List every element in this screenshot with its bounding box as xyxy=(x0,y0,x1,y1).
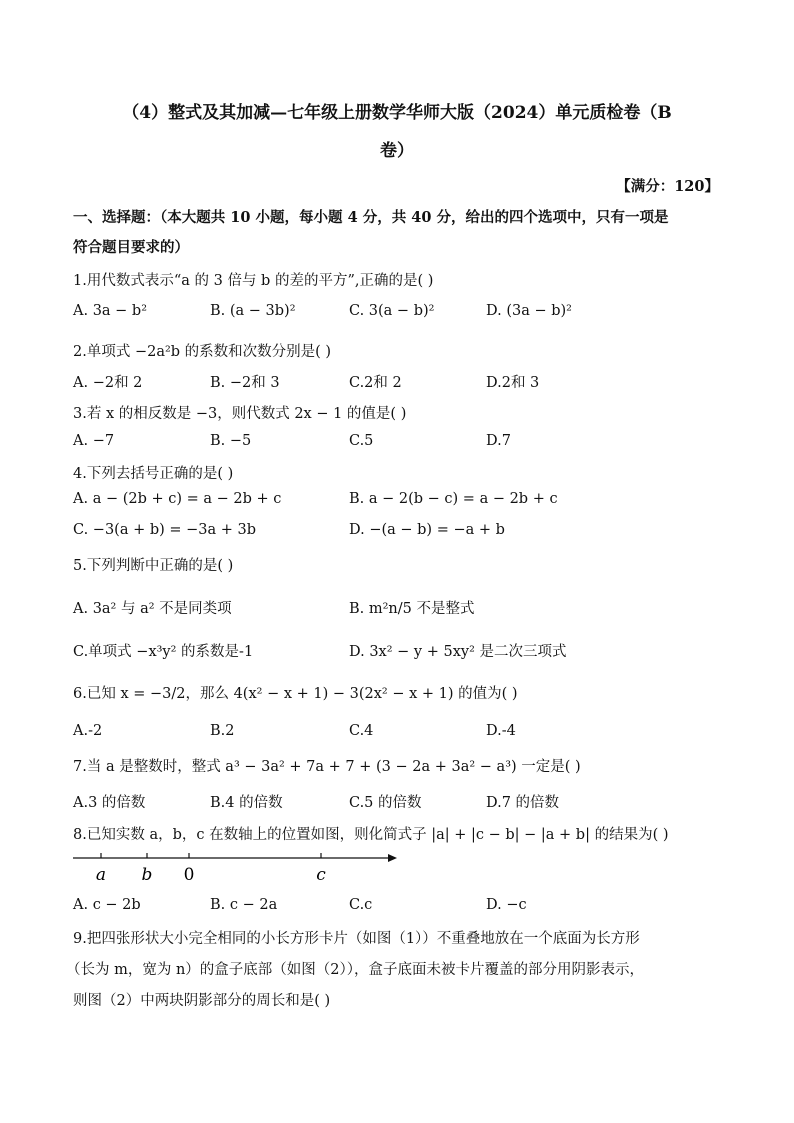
q4-option-a: A. a − (2b + c) = a − 2b + c xyxy=(73,491,282,507)
label-c: c xyxy=(316,865,326,885)
question-1-stem: 1.用代数式表示“a 的 3 倍与 b 的差的平方”,正确的是( ) xyxy=(73,273,434,289)
q5-option-a: A. 3a² 与 a² 不是同类项 xyxy=(73,601,232,617)
q2-option-d: D.2和 3 xyxy=(486,375,540,391)
q5-option-c: C.单项式 −x³y² 的系数是-1 xyxy=(73,644,254,660)
question-9-stem-line-2: （长为 m，宽为 n）的盒子底部（如图（2）），盒子底面未被卡片覆盖的部分用阴影表示， xyxy=(66,962,645,978)
number-line-figure xyxy=(70,848,400,888)
q1-option-a: A. 3a − b² xyxy=(73,303,148,319)
q1-option-c: C. 3(a − b)² xyxy=(349,303,435,319)
full-score: 【满分：120】 xyxy=(616,178,719,195)
q5-option-d: D. 3x² − y + 5xy² 是二次三项式 xyxy=(349,644,567,660)
q8-option-d: D. −c xyxy=(486,897,527,913)
q7-option-b: B.4 的倍数 xyxy=(210,795,283,811)
label-a: a xyxy=(95,865,107,885)
q2-option-c: C.2和 2 xyxy=(349,375,402,391)
q5-option-b: B. m²n/5 不是整式 xyxy=(349,601,475,617)
q6-option-d: D.-4 xyxy=(486,723,516,739)
q3-option-a: A. −7 xyxy=(73,433,115,449)
question-5-stem: 5.下列判断中正确的是( ) xyxy=(73,558,234,574)
q7-option-d: D.7 的倍数 xyxy=(486,795,560,811)
question-2-stem: 2.单项式 −2a²b 的系数和次数分别是( ) xyxy=(73,344,332,360)
q8-option-c: C.c xyxy=(349,897,373,913)
q2-option-b: B. −2和 3 xyxy=(210,375,280,391)
q4-option-b: B. a − 2(b − c) = a − 2b + c xyxy=(349,491,558,507)
q2-option-a: A. −2和 2 xyxy=(73,375,143,391)
title-line-1: （4）整式及其加减—七年级上册数学华师大版（2024）单元质检卷（B xyxy=(122,103,672,123)
section-heading-line-1: 一、选择题：（本大题共 10 小题，每小题 4 分，共 40 分，给出的四个选项中，只有一项是 xyxy=(73,209,669,226)
q4-option-c: C. −3(a + b) = −3a + 3b xyxy=(73,522,257,538)
question-6-stem: 6.已知 x = −3/2，那么 4(x² − x + 1) − 3(2x² − x + 1) 的值为( ) xyxy=(73,686,518,702)
q6-option-c: C.4 xyxy=(349,723,374,739)
q1-option-d: D. (3a − b)² xyxy=(486,303,572,319)
q3-option-b: B. −5 xyxy=(210,433,252,449)
q3-option-c: C.5 xyxy=(349,433,374,449)
q7-option-c: C.5 的倍数 xyxy=(349,795,422,811)
title-line-2: 卷） xyxy=(380,141,414,161)
question-9-stem-line-3: 则图（2）中两块阴影部分的周长和是( ) xyxy=(73,993,331,1009)
label-zero: 0 xyxy=(183,865,195,885)
q8-option-b: B. c − 2a xyxy=(210,897,278,913)
q3-option-d: D.7 xyxy=(486,433,511,449)
question-3-stem: 3.若 x 的相反数是 −3，则代数式 2x − 1 的值是( ) xyxy=(73,406,407,422)
label-b: b xyxy=(141,865,153,885)
question-8-stem: 8.已知实数 a，b，c 在数轴上的位置如图，则化简式子 |a| + |c − b| − |a + b| 的结果为( ) xyxy=(73,827,669,843)
section-heading-line-2: 符合题目要求的） xyxy=(73,239,189,256)
q1-option-b: B. (a − 3b)² xyxy=(210,303,296,319)
question-4-stem: 4.下列去括号正确的是( ) xyxy=(73,466,234,482)
q4-option-d: D. −(a − b) = −a + b xyxy=(349,522,505,538)
number-line-arrow xyxy=(388,854,397,862)
question-7-stem: 7.当 a 是整数时，整式 a³ − 3a² + 7a + 7 + (3 − 2a + 3a² − a³) 一定是( ) xyxy=(73,759,581,775)
q6-option-a: A.-2 xyxy=(73,723,103,739)
question-9-stem-line-1: 9.把四张形状大小完全相同的小长方形卡片（如图（1））不重叠地放在一个底面为长方形 xyxy=(73,931,640,947)
q6-option-b: B.2 xyxy=(210,723,235,739)
q8-option-a: A. c − 2b xyxy=(73,897,141,913)
q7-option-a: A.3 的倍数 xyxy=(73,795,146,811)
